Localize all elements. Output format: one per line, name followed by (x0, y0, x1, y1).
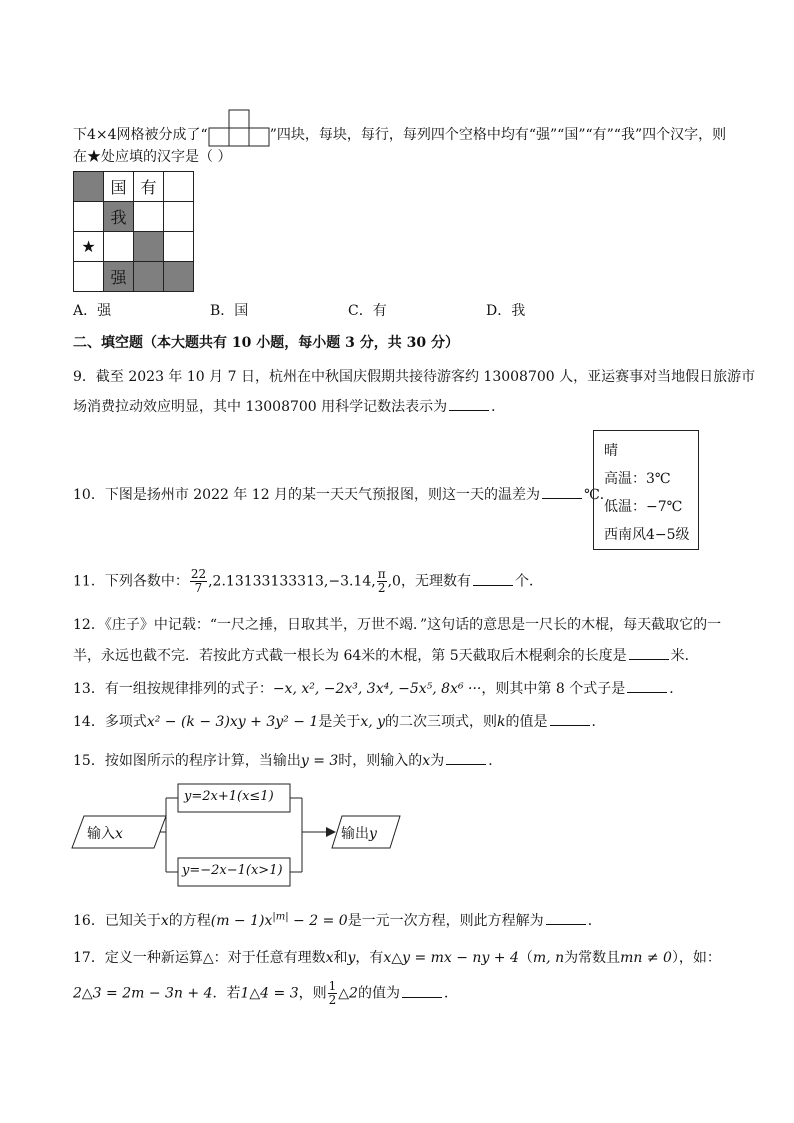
frac-den: 2 (328, 993, 337, 1007)
q14-mid2: 的二次三项式，则 (385, 714, 498, 730)
q11-post-nums: ,0，无理数有 (387, 573, 471, 590)
grid-cell (164, 232, 194, 262)
q11-mid: ,2.13133133313,−3.14, (208, 573, 376, 590)
q15-cond: y = 3 (300, 753, 339, 769)
q17-def: x△y = mx − ny + 4 (383, 950, 519, 966)
q16-exp: |m| (272, 911, 289, 923)
q17-line2-end: ． (443, 985, 458, 1002)
frac-num: 1 (328, 979, 337, 993)
q12-line2-post: 米． (670, 648, 699, 664)
q10-answer-blank (542, 485, 582, 499)
q14-answer-blank (550, 712, 590, 726)
top-rule-text: y=2x+1(x≤1) (184, 789, 274, 804)
arrow-head-icon (326, 827, 336, 837)
q17-have: ，有 (355, 950, 384, 966)
q17-mn2: mn ≠ 0 (620, 950, 672, 966)
grid-cell (164, 172, 194, 202)
q8-line1-pre: 下4×4网格被分成了“ (73, 127, 208, 143)
star-cell: ★ (74, 232, 104, 262)
q9-line1: 9．截至 2023 年 10 月 7 日，杭州在中秋国庆假期共接待游客约 13008700 人，亚运赛事对当地假日旅游市 (73, 369, 756, 385)
frac-num: 22 (190, 567, 207, 581)
q14-mid3: 的值是 (505, 714, 548, 730)
q13-answer-blank (627, 679, 667, 693)
grid-cell (134, 202, 164, 232)
q16-line (73, 910, 602, 930)
grid-row (74, 202, 194, 232)
q16-expr2: − 2 = 0 (288, 913, 348, 929)
output-text: 输出 (341, 826, 369, 842)
q13-pre: 13．有一组按规律排列的式子： (73, 681, 273, 697)
q16-mid2: 是一元一次方程，则此方程解为 (347, 913, 544, 929)
q11-pre: 11．下列各数中： (73, 573, 189, 590)
q16-answer-blank (546, 911, 586, 925)
q15-post: ． (488, 753, 503, 769)
q17-answer-blank (402, 984, 442, 998)
q17-cond-pre: （ (518, 950, 533, 966)
q12-line2-pre: 半，永远也截不完．若按此方式截一根长为 64米的木棍，第 5天截取后木棍剩余的长度是 (73, 648, 627, 664)
input-text: 输入 (87, 826, 115, 842)
weather-wind: 西南风4−5级 (604, 527, 690, 543)
q16-mid: 的方程 (168, 913, 211, 929)
q9-line2-post: ． (491, 399, 506, 415)
option-c: C．有 (348, 303, 387, 319)
grid-cell (164, 262, 194, 292)
grid-cell: 强 (104, 262, 134, 292)
q17-cond-post: ），如： (671, 950, 721, 966)
q17-pre: 17．定义一种新运算△：对于任意有理数 (73, 950, 326, 966)
fraction-1-2 (328, 980, 338, 1007)
weather-forecast-box (593, 430, 699, 550)
q17-line2 (73, 980, 458, 1007)
q11-post: 个． (514, 573, 543, 590)
q14-expr: x² − (k − 3)xy + 3y² − 1 (146, 714, 319, 730)
weather-condition: 晴 (604, 443, 618, 459)
input-var: x (115, 826, 123, 842)
q13-post: ． (669, 681, 684, 697)
q15-pre: 15．按如图所示的程序计算，当输出 (73, 753, 301, 769)
option-d: D．我 (486, 303, 526, 319)
q15-mid2: 为 (430, 753, 445, 769)
q10-pre: 10．下图是扬州市 2022 年 12 月的某一天天气预报图，则这一天的温差为 (73, 487, 541, 503)
q12-line1: 12．《庄子》中记载：“一尺之捶，日取其半，万世不竭．”这句话的意思是一尺长的木棍，每天截取它的一 (73, 617, 722, 633)
grid-cell (104, 232, 134, 262)
q11-answer-blank (473, 572, 513, 586)
fraction-pi-2 (377, 568, 387, 595)
q15-line (73, 750, 502, 770)
q14-mid: 是关于 (318, 714, 361, 730)
grid-cell (74, 202, 104, 232)
q8-line1 (73, 109, 726, 147)
q12-line2 (73, 645, 699, 665)
weather-high: 高温：3℃ (604, 471, 671, 487)
q16-x: x (160, 913, 169, 929)
q17-line2-then: ，则 (298, 985, 327, 1002)
q15-answer-blank (446, 751, 486, 765)
weather-low: 低温：−7℃ (604, 499, 683, 515)
q17-line2-mid: ．若 (212, 985, 241, 1002)
grid-cell (134, 262, 164, 292)
q14-pre: 14．多项式 (73, 714, 147, 730)
grid-cell (74, 262, 104, 292)
q9-line2-pre: 场消费拉动效应明显，其中 13008700 用科学记数法表示为 (73, 399, 448, 415)
grid-row (74, 172, 194, 202)
q14-k: k (497, 714, 506, 730)
q10-line (73, 484, 614, 504)
top-rule-label (184, 789, 274, 804)
q12-answer-blank (629, 646, 669, 660)
q14-post: ． (591, 714, 606, 730)
grid-row (74, 262, 194, 292)
output-label (341, 823, 377, 843)
q11-line (73, 568, 543, 595)
frac-num: π (377, 567, 386, 581)
q13-expr: −x, x², −2x³, 3x⁴, −5x⁵, 8x⁶ ··· (272, 681, 482, 697)
q17-example: 2△3 = 2m − 3n + 4 (73, 985, 213, 1002)
grid-cell (74, 172, 104, 202)
q8-line1-post: ”四块，每块，每行，每列四个空格中均有“强”“国”“有”“我”四个汉字，则 (269, 127, 727, 143)
q17-and: 和 (333, 950, 348, 966)
option-a: A．强 (73, 303, 112, 319)
option-b: B．国 (210, 303, 249, 319)
q17-y: y (347, 950, 356, 966)
q15-mid: 时，则输入的 (338, 753, 423, 769)
q8-line2: 在★处应填的汉字是（ ） (73, 149, 232, 165)
q16-pre: 16．已知关于 (73, 913, 161, 929)
output-var: y (369, 826, 377, 842)
q15-x: x (422, 753, 431, 769)
q9-answer-blank (449, 397, 489, 411)
q17-line1 (73, 947, 721, 967)
grid-cell: 我 (104, 202, 134, 232)
grid-cell: 有 (134, 172, 164, 202)
grid-cell (134, 232, 164, 262)
q17-mn: m, n (532, 950, 565, 966)
q13-line (73, 678, 683, 698)
q16-post: ． (587, 913, 602, 929)
frac-den: 7 (194, 581, 203, 595)
section-2-heading: 二、填空题（本大题共有 10 小题，每小题 3 分，共 30 分） (73, 335, 459, 351)
q9-line2 (73, 396, 505, 416)
q17-line2-post: 的值为 (357, 985, 400, 1002)
grid-cell: 国 (104, 172, 134, 202)
q17-cond-mid: 为常数且 (564, 950, 621, 966)
frac-den: 2 (377, 581, 386, 595)
q17-x: x (325, 950, 334, 966)
q10-post: ℃． (584, 487, 614, 503)
bottom-rule-text: y=−2x−1(x>1) (182, 863, 283, 878)
hanzi-grid (73, 171, 194, 292)
input-label (87, 823, 123, 843)
q13-mid: ，则其中第 8 个式子是 (481, 681, 626, 697)
fraction-22-7 (190, 568, 207, 595)
grid-cell (164, 202, 194, 232)
q17-line2-cond: 1△4 = 3 (240, 985, 299, 1002)
tetromino-shape-icon (208, 109, 270, 147)
grid-row (74, 232, 194, 262)
q17-line2-expr: △2 (338, 985, 358, 1002)
q14-vars: x, y (360, 714, 386, 730)
q14-line (73, 711, 606, 731)
q16-expr: (m − 1)x (210, 913, 273, 929)
bottom-rule-label (182, 863, 283, 878)
